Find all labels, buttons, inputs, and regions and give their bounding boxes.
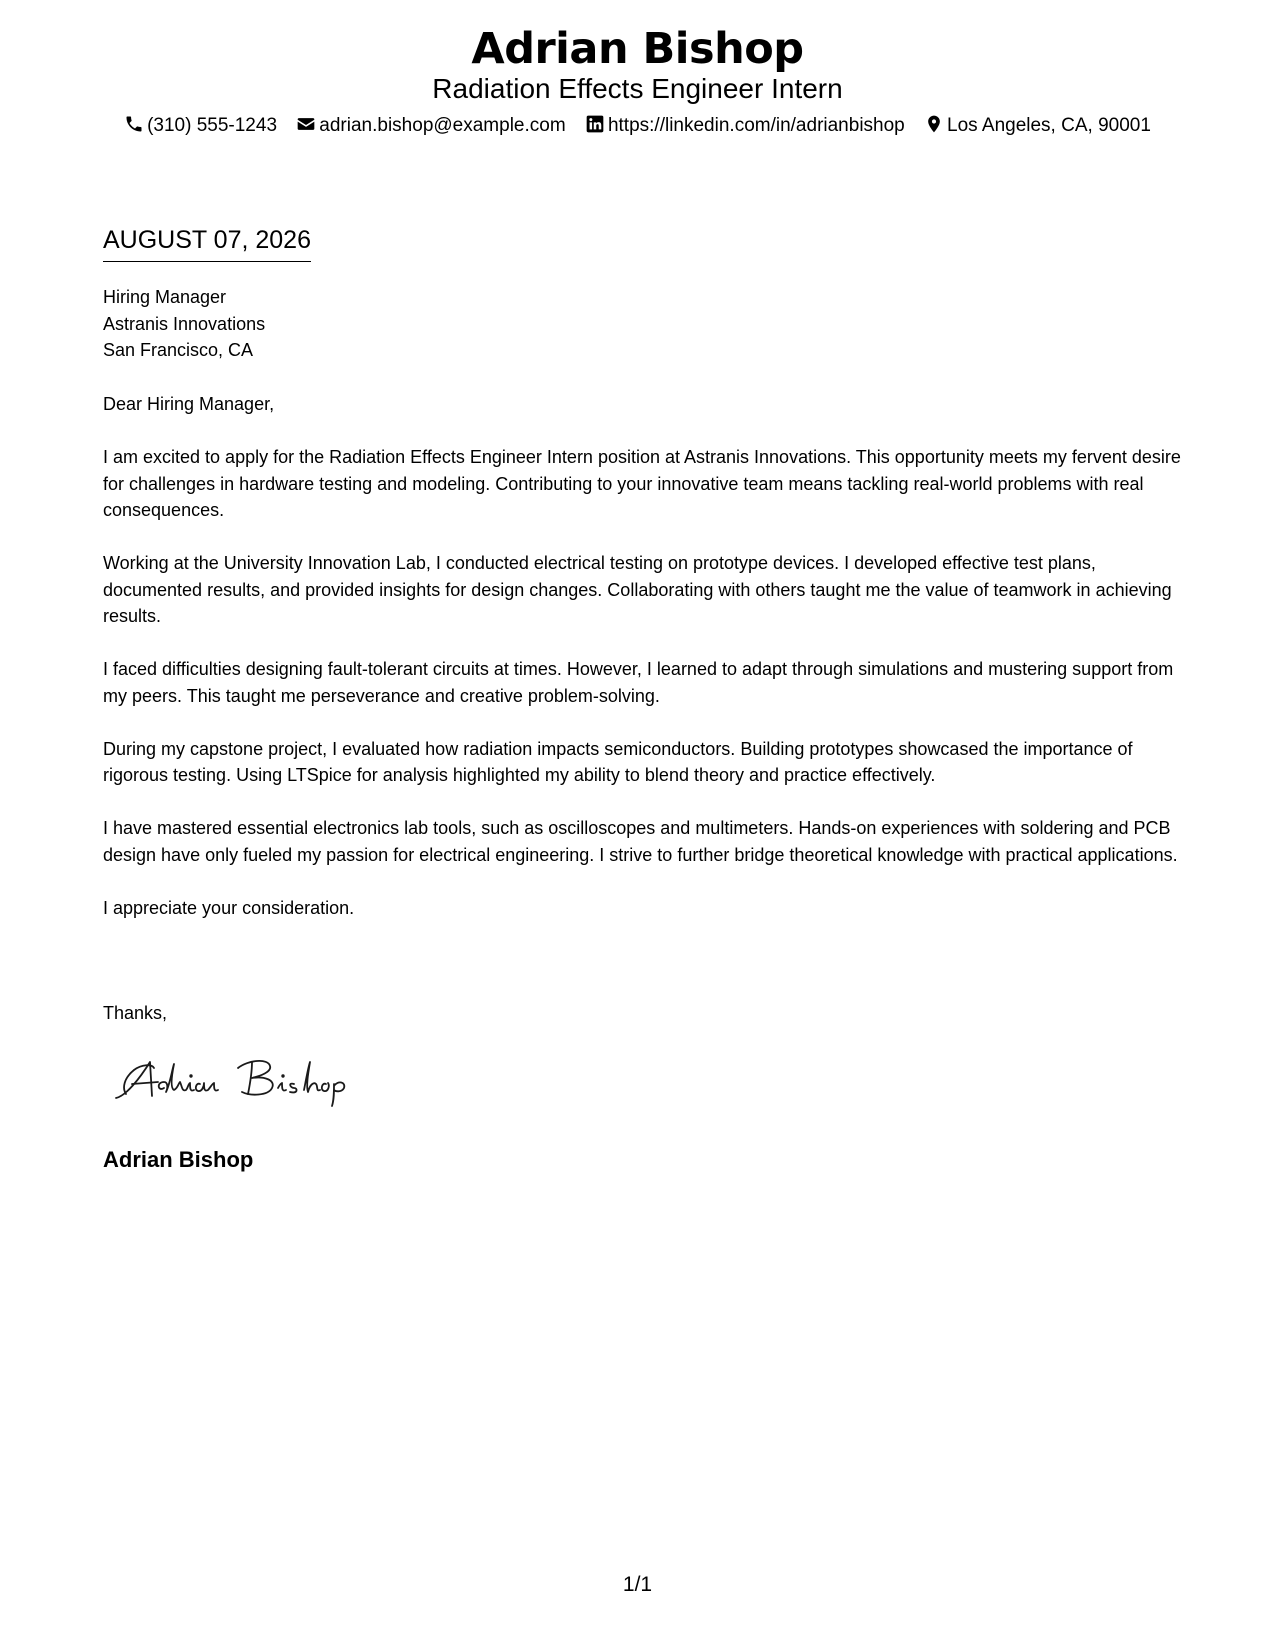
paragraph-intro: I am excited to apply for the Radiation Effects Engineer Intern position at Astranis Innovations. This opportunity meets my fervent desire for challenges in hardware testing and modeling. Contributing to your innovative team means tackling real-world problems with real consequences. [103, 447, 1181, 520]
letter-body [103, 391, 1183, 948]
recipient-block [103, 284, 265, 364]
paragraph-skills: I have mastered essential electronics lab tools, such as oscilloscopes and multimeters. Hands-on experiences with soldering and PCB design have only fueled my passion for electrical engineering. I strive to further bridge theoretical knowledge with practical applications. [103, 818, 1178, 865]
signer-name: Adrian Bishop [103, 1147, 254, 1172]
applicant-name: Adrian Bishop [471, 24, 804, 74]
contact-email[interactable] [296, 114, 565, 138]
envelope-icon [296, 114, 316, 134]
closing-line: Thanks, [103, 1003, 168, 1023]
paragraph-capstone: During my capstone project, I evaluated how radiation impacts semiconductors. Building prototypes showcased the importance of rigorous testing. Using LTSpice for analysis highlighted my ability to blend theory and practice effectively. [103, 738, 1133, 785]
recipient-location: San Francisco, CA [103, 340, 254, 360]
contact-location [924, 114, 1151, 138]
map-pin-icon [924, 114, 944, 134]
page-number: 1/1 [622, 1573, 653, 1596]
letter-date: AUGUST 07, 2026 [103, 225, 311, 262]
location-text: Los Angeles, CA, 90001 [947, 115, 1151, 136]
letter-header [0, 22, 1275, 138]
recipient-company: Astranis Innovations [103, 313, 266, 334]
salutation: Dear Hiring Manager, [103, 394, 275, 414]
paragraph-challenges: I faced difficulties designing fault-tolerant circuits at times. However, I learned to adapt through simulations and mustering support from my peers. This taught me perseverance and creative problem-solving. [103, 659, 1174, 706]
phone-icon [124, 114, 144, 134]
applicant-role: Radiation Effects Engineer Intern [432, 73, 843, 104]
linkedin-url[interactable]: https://linkedin.com/in/adrianbishop [607, 115, 905, 136]
contact-phone [124, 114, 277, 138]
paragraph-appreciation: I appreciate your consideration. [103, 897, 355, 918]
contact-linkedin[interactable] [585, 114, 905, 138]
handwritten-signature [112, 1048, 352, 1112]
phone-number: (310) 555-1243 [147, 115, 278, 136]
recipient-title: Hiring Manager [103, 287, 227, 307]
contact-bar [0, 114, 1275, 138]
paragraph-experience: Working at the University Innovation Lab, I conducted electrical testing on prototype devices. I developed effective test plans, documented results, and provided insights for design changes. Collaborating with others taught me the value of teamwork in achieving results. [103, 553, 1172, 626]
email-address[interactable]: adrian.bishop@example.com [319, 115, 566, 136]
linkedin-icon [585, 114, 605, 134]
